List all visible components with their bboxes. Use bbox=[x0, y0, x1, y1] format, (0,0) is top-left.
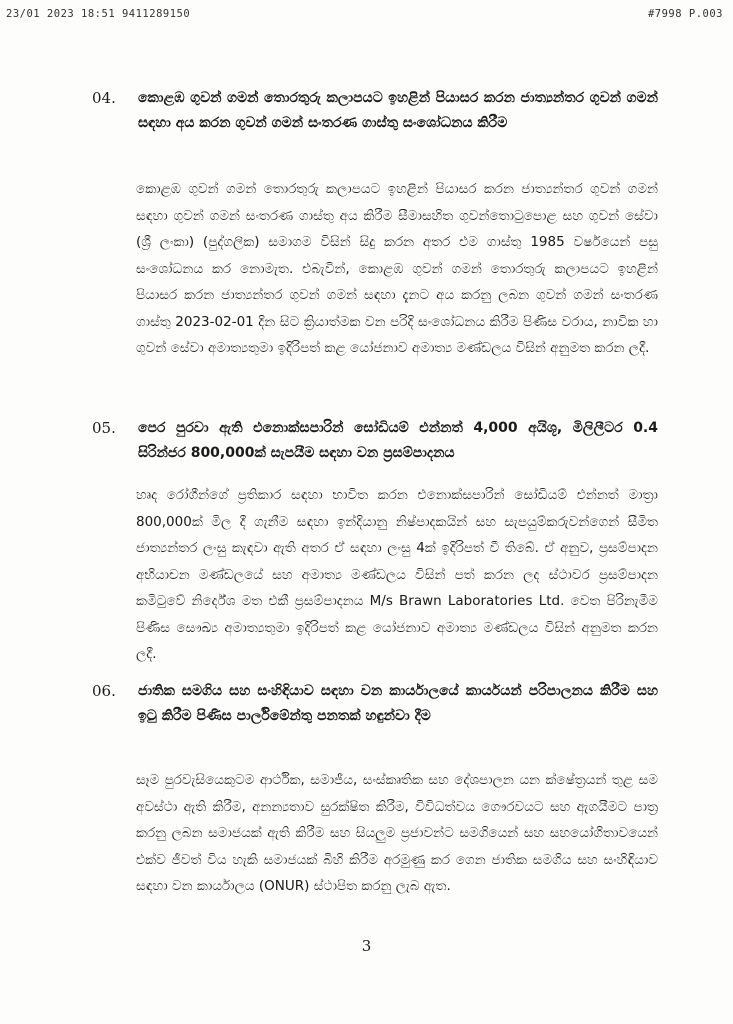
section-title: කොළඹ ගුවන් ගමන් තොරතුරු කලාපයට ඉහළින් පියාසර කරන ජාත්‍යන්තර ගුවන් ගමන් සඳහා අය කරන ගුවන් ගමන් සංතරණ ගාස්තු සංශෝධනය කිරීම bbox=[138, 90, 658, 131]
section-body: කොළඹ ගුවන් ගමන් තොරතුරු කලාපයට ඉහළින් පියාසර කරන ජාත්‍යන්තර ගුවන් ගමන් සඳහා ගුවන් ගමන් සංතරණ ගාස්තු අය කිරීම සීමාසහිත ගුවන්තොටුපොළ සහ ගුවන් සේවා (ශ්‍රී ලංකා) (පුද්ගලික) සමාගම විසින් සිදු කරන අතර එම ගාස්තු 1985 වර්ෂයෙන් පසු සංශෝධනය කර නොමැත. එබැවින්, කොළඹ ගුවන් ගමන් තොරතුරු කලාපයට ඉහළින් පියාසර කරන ජාත්‍යන්තර ගුවන් ගමන් සඳහා දැනට අය කරනු ලබන ගුවන් ගමන් සංතරණ ගාස්තු 2023-02-01 දින සිට ක්‍රියාත්මක වන පරිදි සංශෝධනය කිරීම පිණිස වරාය, නාවික හා ගුවන් සේවා අමාත්‍යතුමා ඉදිරිපත් කළ යෝජනාව අමාත්‍ය මණ්ඩලය විසින් අනුමත කරන ලදී. bbox=[136, 181, 658, 356]
section-body: සෑම පුරවැසියෙකුටම ආර්ථික, සමාජීය, සංස්කෘතික සහ දේශපාලන යන ක්ෂේත්‍රයන් තුළ සම අවස්ථා ඇති කිරීම, අනන්‍යතාව සුරක්ෂිත කිරීම, විවිධත්වය ගෞරවයට සහ ඇගයීමට පාත්‍ර කරනු ලබන සමාජයක් ඇති කිරීම සහ සියලුම ප්‍රජාවන්ට සමගියෙන් සහ සහයෝගිතාවයෙන් එක්ව ජීවත් විය හැකි සමාජයක් බිහි කිරීම අරමුණු කර ගෙන ජාතික සමගිය සහ සංහිඳියාව සඳහා වන කාර්යාලය (ONUR) ස්ථාපිත කරනු ලැබ ඇත. bbox=[136, 772, 658, 894]
fax-header-right: #7998 P.003 bbox=[647, 8, 723, 20]
section-number: 04. bbox=[92, 89, 116, 107]
section-number: 05. bbox=[92, 419, 116, 437]
section-title: ජාතික සමගිය සහ සංහිඳියාව සඳහා වන කාර්යාලයේ කාර්යයන් පරිපාලනය කිරීම සහ ඉටු කිරීම පිණිස පාර්ලිමේන්තු පනතක් හඳුන්වා දීම bbox=[138, 683, 658, 724]
page-number: 3 bbox=[361, 937, 372, 955]
section-body: හෘද රෝගීන්ගේ ප්‍රතිකාර සඳහා භාවිත කරන එනොක්සපාරින් සෝඩියම් එන්නත් මාත්‍රා 800,000ක් මිල දී ගැනීම සඳහා ඉන්දියානු නිෂ්පාදකයින් සහ සැපයුම්කරුවන්ගෙන් සීමිත ජාත්‍යන්තර ලංසු කැඳවා ඇති අතර ඒ සඳහා ලංසු 4ක් ඉදිරිපත් වී තිබේ. ඒ අනුව, ප්‍රසම්පාදන අභියාචන මණ්ඩලයේ සහ අමාත්‍ය මණ්ඩලය විසින් පත් කරන ලද ස්ථාවර ප්‍රසම්පාදන කමිටුවේ නිර්දේශ මත එකී ප්‍රසම්පාදනය M/s Brawn Laboratories Ltd. වෙත පිරිනැමීම පිණිස සෞඛ්‍ය අමාත්‍යතුමා ඉදිරිපත් කළ යෝජනාව අමාත්‍ය මණ්ඩලය විසින් අනුමත කරන ලදී. bbox=[136, 487, 658, 662]
section-number: 06. bbox=[92, 682, 116, 700]
fax-header-left: 23/01 2023 18:51 9411289150 bbox=[6, 8, 191, 20]
section-title: පෙර පුරවා ඇති එනොක්සපාරින් සෝඩියම් එන්නත් 4,000 අයිශූ, මිලිලීටර 0.4 සිරින්ජර 800,000ක් සැපයීම සඳහා වන ප්‍රසම්පාදනය bbox=[138, 420, 658, 461]
